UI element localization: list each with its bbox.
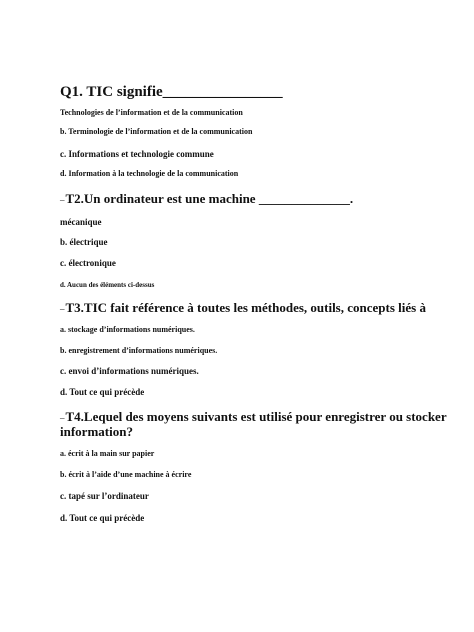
question-4-option-b: b. écrit à l’aide d’une machine à écrire — [60, 470, 192, 479]
question-2-title-text: T2.Un ordinateur est une machine ______________. — [65, 191, 354, 206]
question-2-title — [60, 192, 460, 207]
question-1-option-a: Technologies de l’information et de la communication — [60, 108, 243, 117]
question-2-option-c: c. électronique — [60, 258, 116, 268]
question-3-title-text: T3.TIC fait référence à toutes les méthodes, outils, concepts liés à — [65, 300, 426, 315]
question-3-title — [60, 301, 460, 316]
question-3-option-d: d. Tout ce qui précède — [60, 387, 145, 397]
question-1-option-b: b. Terminologie de l’information et de la communication — [60, 127, 253, 136]
question-1-option-d: d. Information à la technologie de la communication — [60, 169, 239, 178]
question-4-title-line-2: information? — [60, 423, 133, 439]
question-3-option-b: b. enregistrement d’informations numériques. — [60, 346, 218, 355]
question-3-marker: _ — [60, 301, 65, 311]
question-3-option-a: a. stockage d’informations numériques. — [60, 325, 195, 334]
question-4-option-c: c. tapé sur l’ordinateur — [60, 491, 149, 501]
question-1-title-text: Q1. TIC signifie________________ — [60, 84, 283, 100]
question-4-marker: _ — [60, 410, 65, 420]
question-4-title-line-1 — [60, 410, 460, 425]
question-4-option-d: d. Tout ce qui précède — [60, 513, 145, 523]
question-2-option-a: mécanique — [60, 217, 102, 227]
question-3-option-c: c. envoi d’informations numériques. — [60, 366, 199, 376]
question-4-option-a: a. écrit à la main sur papier — [60, 449, 155, 458]
question-4-title — [60, 410, 460, 440]
question-2-marker: _ — [60, 192, 65, 202]
question-1-option-c: c. Informations et technologie commune — [60, 149, 214, 159]
question-2-option-d: d. Aucun des éléments ci-dessus — [60, 281, 155, 289]
question-2-option-b: b. électrique — [60, 237, 108, 247]
question-4-title-line-1-text: T4.Lequel des moyens suivants est utilisé pour enregistrer ou stocker — [65, 409, 447, 424]
question-1-title — [60, 84, 460, 101]
